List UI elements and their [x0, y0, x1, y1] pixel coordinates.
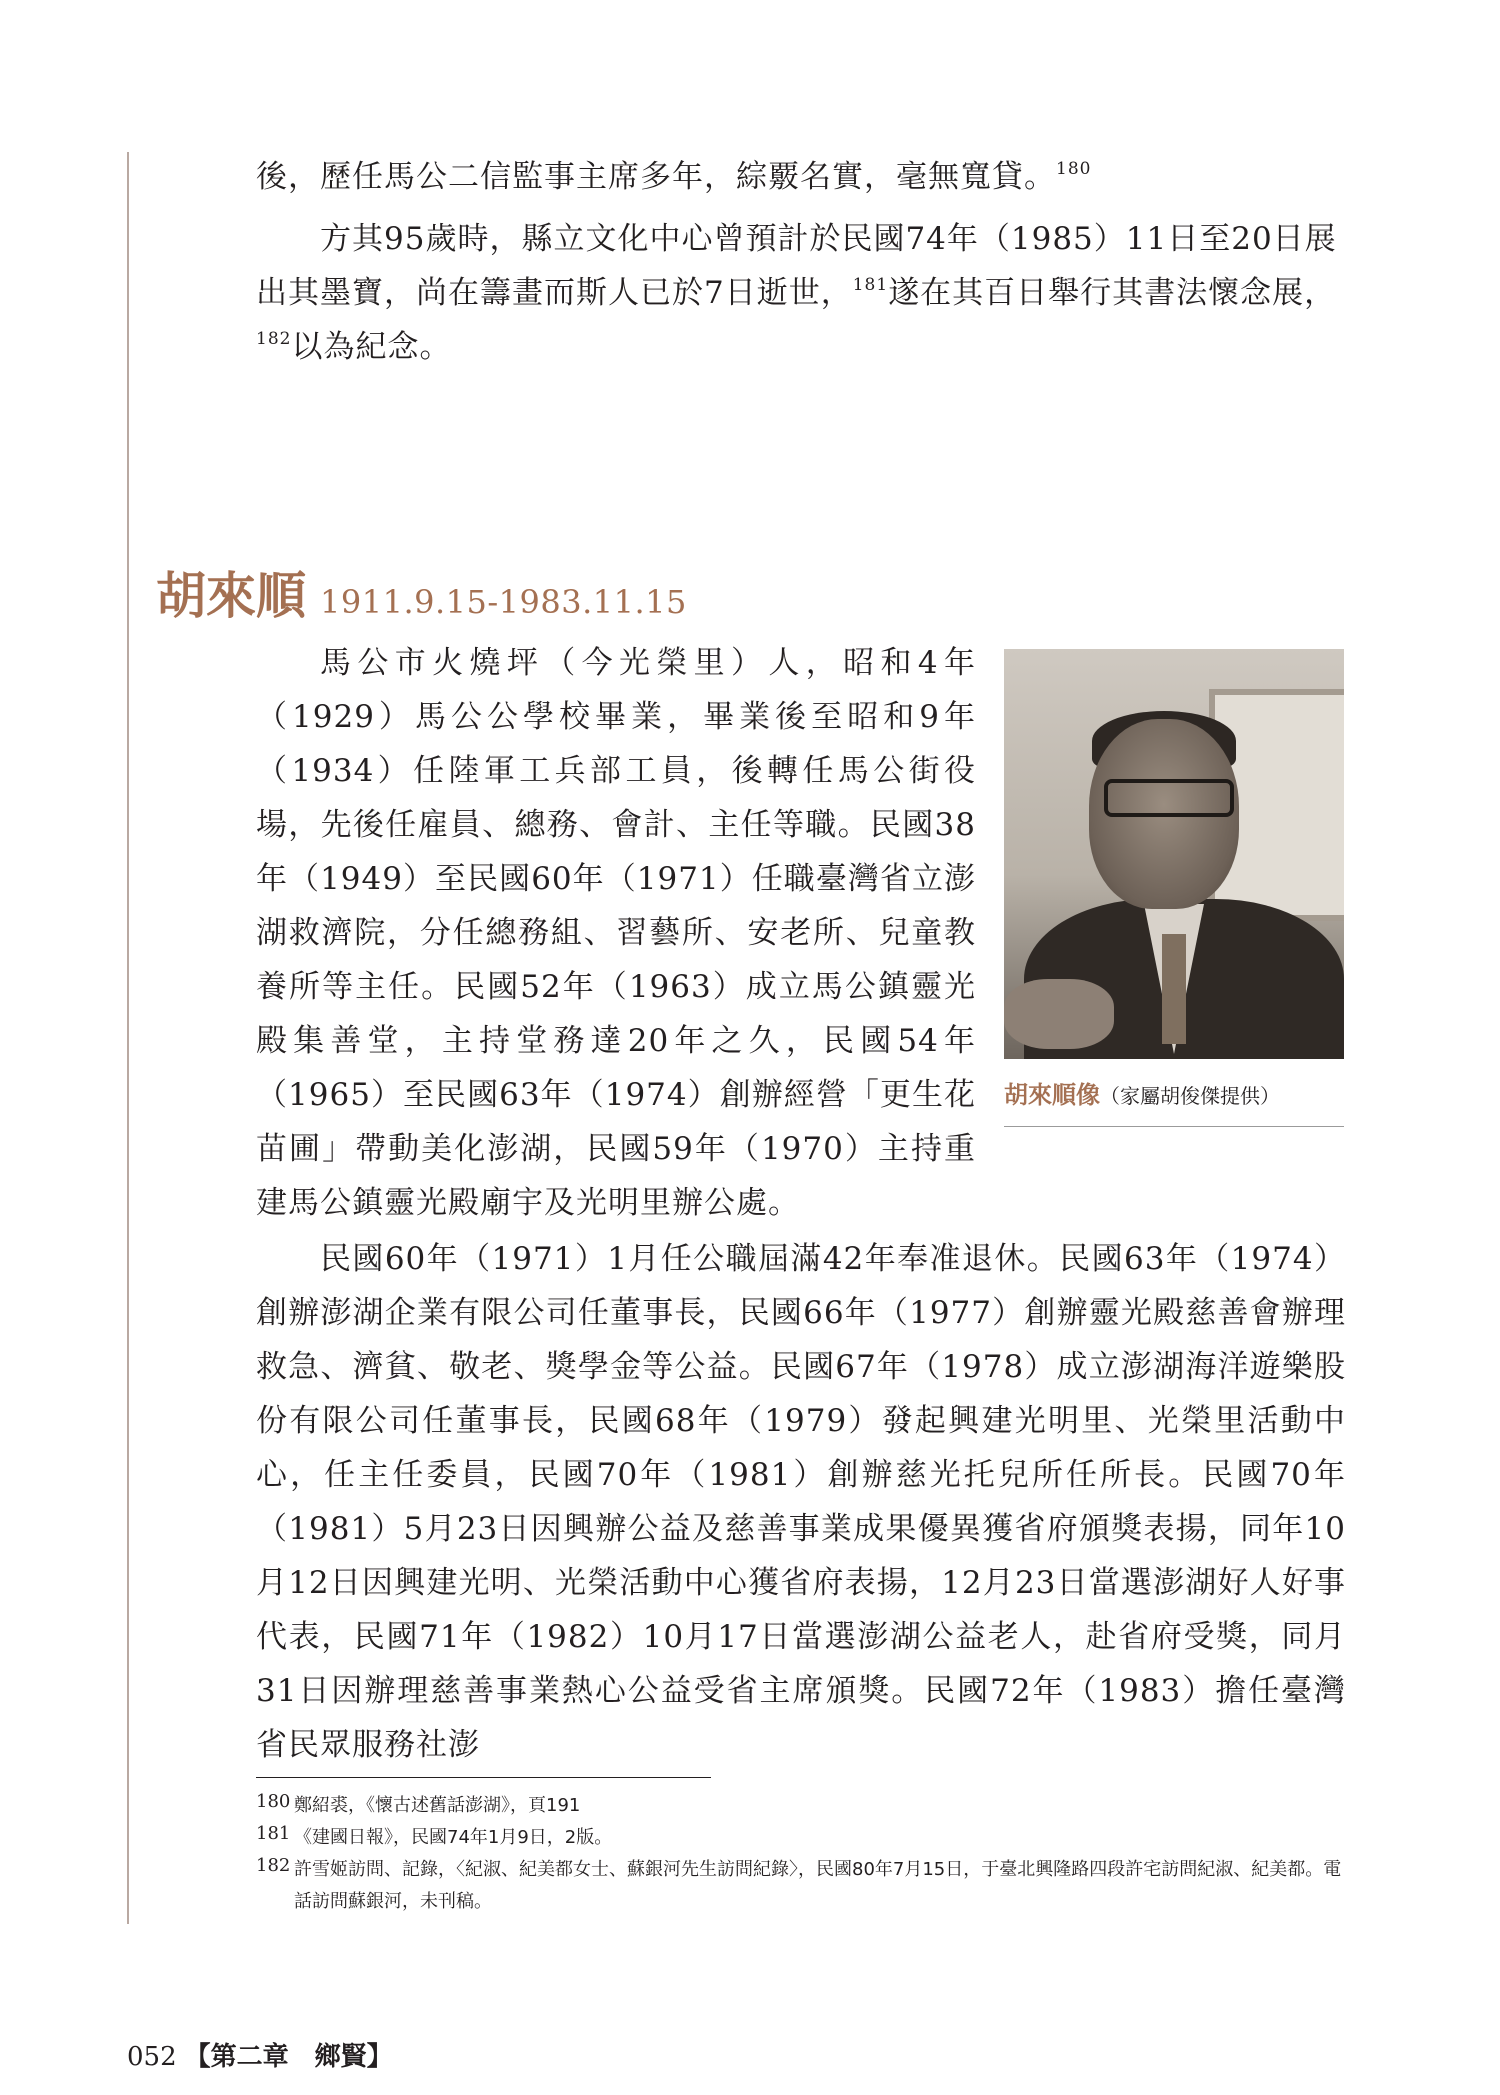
footnote-ref-181: 181: [852, 275, 889, 295]
person-name: 胡來順: [156, 566, 306, 625]
paragraph-biography-later: 民國60年（1971）1月任公職屆滿42年奉准退休。民國63年（1974）創辦澎湖企業有限公司任董事長，民國66年（1977）創辦靈光殿慈善會辦理救急、濟貧、敬老、獎學金等公益。民國67年（1978）成立澎湖海洋遊樂股份有限公司任董事長，民國68年（1979）發起興建光明里、光榮里活動中心，任主任委員，民國70年（1981）創辦慈光托兒所任所長。民國70年（1981）5月23日因興辦公益及慈善事業成果優異獲省府頒獎表揚，同年10月12日因興建光明、光榮活動中心獲省府表揚，12月23日當選澎湖好人好事代表，民國71年（1982）10月17日當選澎湖公益老人，赴省府受獎，同月31日因辦理慈善事業熱心公益受省主席頒獎。民國72年（1983）擔任臺灣省民眾服務社澎: [256, 1241, 1346, 1763]
footnote-ref-180: 180: [1056, 159, 1092, 179]
paragraph-biography-early: 馬公市火燒坪（今光榮里）人，昭和4年（1929）馬公公學校畢業，畢業後至昭和9年（1934）任陸軍工兵部工員，後轉任馬公街役場，先後任雇員、總務、會計、主任等職。民國38年（1949）至民國60年（1971）任職臺灣省立澎湖救濟院，分任總務組、習藝所、安老所、兒童教養所等主任。民國52年（1963）成立馬公鎮靈光殿集善堂，主持堂務達20年之久，民國54年（1965）至民國63年（1974）創辦經營「更生花苗圃」帶動美化澎湖，民國59年（1970）主持重建馬公鎮靈光殿廟宇及光明里辦公處。: [256, 645, 976, 1221]
footnote-rule: [256, 1777, 711, 1778]
chapter-title: 【第二章 鄉賢】: [184, 2042, 393, 2072]
footnote-180: 180 鄭紹裘，《懷古述舊話澎湖》，頁191: [256, 1791, 581, 1816]
footnote-181: 181 《建國日報》，民國74年1月9日，2版。: [256, 1823, 613, 1848]
portrait-photo: [1004, 649, 1344, 1059]
caption-rule: [1004, 1126, 1344, 1127]
life-dates: 1911.9.15-1983.11.15: [320, 583, 687, 621]
paragraph-continuation: 後，歷任馬公二信監事主席多年，綜覈名實，毫無寬貸。$^{180}$: [256, 159, 1092, 195]
footnote-182: 182 許雪姬訪問、記錄，〈紀淑、紀美都女士、蘇銀河先生訪問紀錄〉，民國80年7月15日，于臺北興隆路四段許宅訪問紀淑、紀美都。電話訪問蘇銀河，未刊稿。: [256, 1855, 1342, 1912]
paragraph-exhibition: 方其95歲時，縣立文化中心曾預計於民國74年（1985）11日至20日展出其墨寶，尚在籌畫而斯人已於7日逝世，$^{181}$遂在其百日舉行其書法懷念展，$^{182}$以為紀念。: [256, 221, 1337, 365]
footnotes: [256, 1790, 1346, 1918]
footnote-ref-182: 182: [256, 329, 292, 349]
photo-caption: 胡來順像（家屬胡俊傑提供）: [1004, 1081, 1280, 1109]
page-number: 052: [127, 2042, 177, 2072]
margin-rule: [127, 152, 129, 1924]
page-footer: [127, 2042, 393, 2072]
biography-heading: [156, 566, 687, 632]
